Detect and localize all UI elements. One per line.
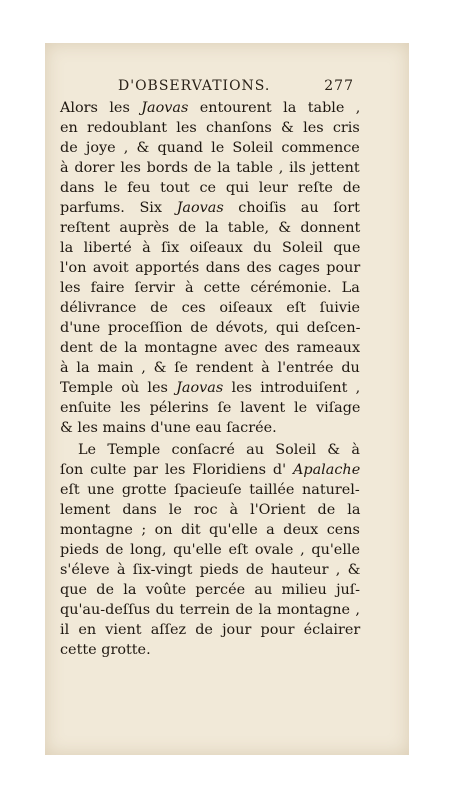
running-title: D'OBSERVATIONS.: [118, 78, 271, 94]
text-line: [60, 138, 360, 158]
text-run: à la main , & ſe rendent à l'entrée du: [60, 360, 360, 376]
text-run: choiſis au ſort: [223, 200, 360, 216]
text-run: l'on avoit apportés dans des cages pour: [60, 260, 361, 276]
text-line: [60, 358, 360, 378]
text-run: cette grotte.: [60, 642, 151, 658]
text-line: [60, 500, 360, 520]
text-line: [60, 158, 360, 178]
text-line: [60, 98, 360, 118]
text-run: la liberté à ſix oiſeaux du Soleil que: [60, 240, 361, 256]
text-run: eſt une grotte ſpacieuſe taillée naturel-: [60, 482, 360, 498]
text-run: s'éleve à ſix-vingt pieds de hauteur , &: [60, 562, 361, 578]
text-line: [60, 118, 360, 138]
text-run: Temple où les: [60, 380, 177, 396]
text-line: [60, 238, 360, 258]
text-run: pieds de long, qu'elle eſt ovale , qu'elle: [60, 542, 361, 558]
text-run: de joye , & quand le Soleil commence: [60, 140, 360, 156]
text-run: montagne ; on dit qu'elle a deux cens: [60, 522, 360, 538]
text-line: [60, 398, 360, 418]
text-run: délivrance de ces oiſeaux eſt ſuivie: [60, 300, 361, 316]
text-run: Alors les: [60, 100, 142, 116]
text-run: entourent la table ,: [188, 100, 361, 116]
text-line: [60, 540, 360, 560]
text-line: [60, 198, 360, 218]
text-run: & les mains d'une eau ſacrée.: [60, 420, 277, 436]
italic-word: Jaovas: [176, 380, 224, 396]
text-line: [60, 520, 360, 540]
text-line: [60, 480, 360, 500]
italic-word: Jaovas: [141, 100, 189, 116]
text-line: [60, 640, 151, 660]
text-line: [60, 600, 360, 620]
text-line: [60, 460, 360, 480]
text-line: [60, 620, 360, 640]
text-line: [60, 338, 360, 358]
text-run: reſtent auprès de la table, & donnent: [60, 220, 361, 236]
text-run: qu'au-deſſus du terrein de la montagne ,: [60, 602, 360, 618]
text-line: [60, 218, 360, 238]
text-run: d'une proceſſion de dévots, qui deſcen-: [60, 320, 361, 336]
text-line: [60, 278, 360, 298]
text-line: [60, 580, 360, 600]
text-line: [60, 318, 360, 338]
italic-word: Apalache: [293, 462, 361, 478]
text-run: les introduiſent ,: [223, 380, 361, 396]
text-line: [60, 378, 360, 398]
text-run: Le Temple conſacré au Soleil & à: [78, 442, 360, 458]
page-header: [118, 78, 354, 98]
text-run: en redoublant les chanſons & les cris: [60, 120, 360, 136]
text-run: à dorer les bords de la table , ils jettent: [60, 160, 360, 176]
text-line: [60, 560, 360, 580]
text-line: [78, 440, 360, 460]
text-line: [60, 298, 360, 318]
text-run: les faire ſervir à cette cérémonie. La: [60, 280, 360, 296]
text-run: parfums. Six: [60, 200, 177, 216]
text-line: [60, 178, 360, 198]
text-run: que de la voûte percée au milieu juſ-: [60, 582, 360, 598]
text-run: dans le feu tout ce qui leur reſte de: [60, 180, 361, 196]
text-run: lement dans le roc à l'Orient de la: [60, 502, 361, 518]
text-run: il en vient aſſez de jour pour éclairer: [60, 622, 361, 638]
page-number: 277: [324, 78, 354, 94]
italic-word: Jaovas: [176, 200, 224, 216]
text-run: dent de la montagne avec des rameaux: [60, 340, 361, 356]
text-run: enſuite les pélerins ſe lavent le viſage: [60, 400, 361, 416]
text-line: [60, 418, 277, 438]
text-run: ſon culte par les Floridiens d': [60, 462, 293, 478]
text-line: [60, 258, 360, 278]
